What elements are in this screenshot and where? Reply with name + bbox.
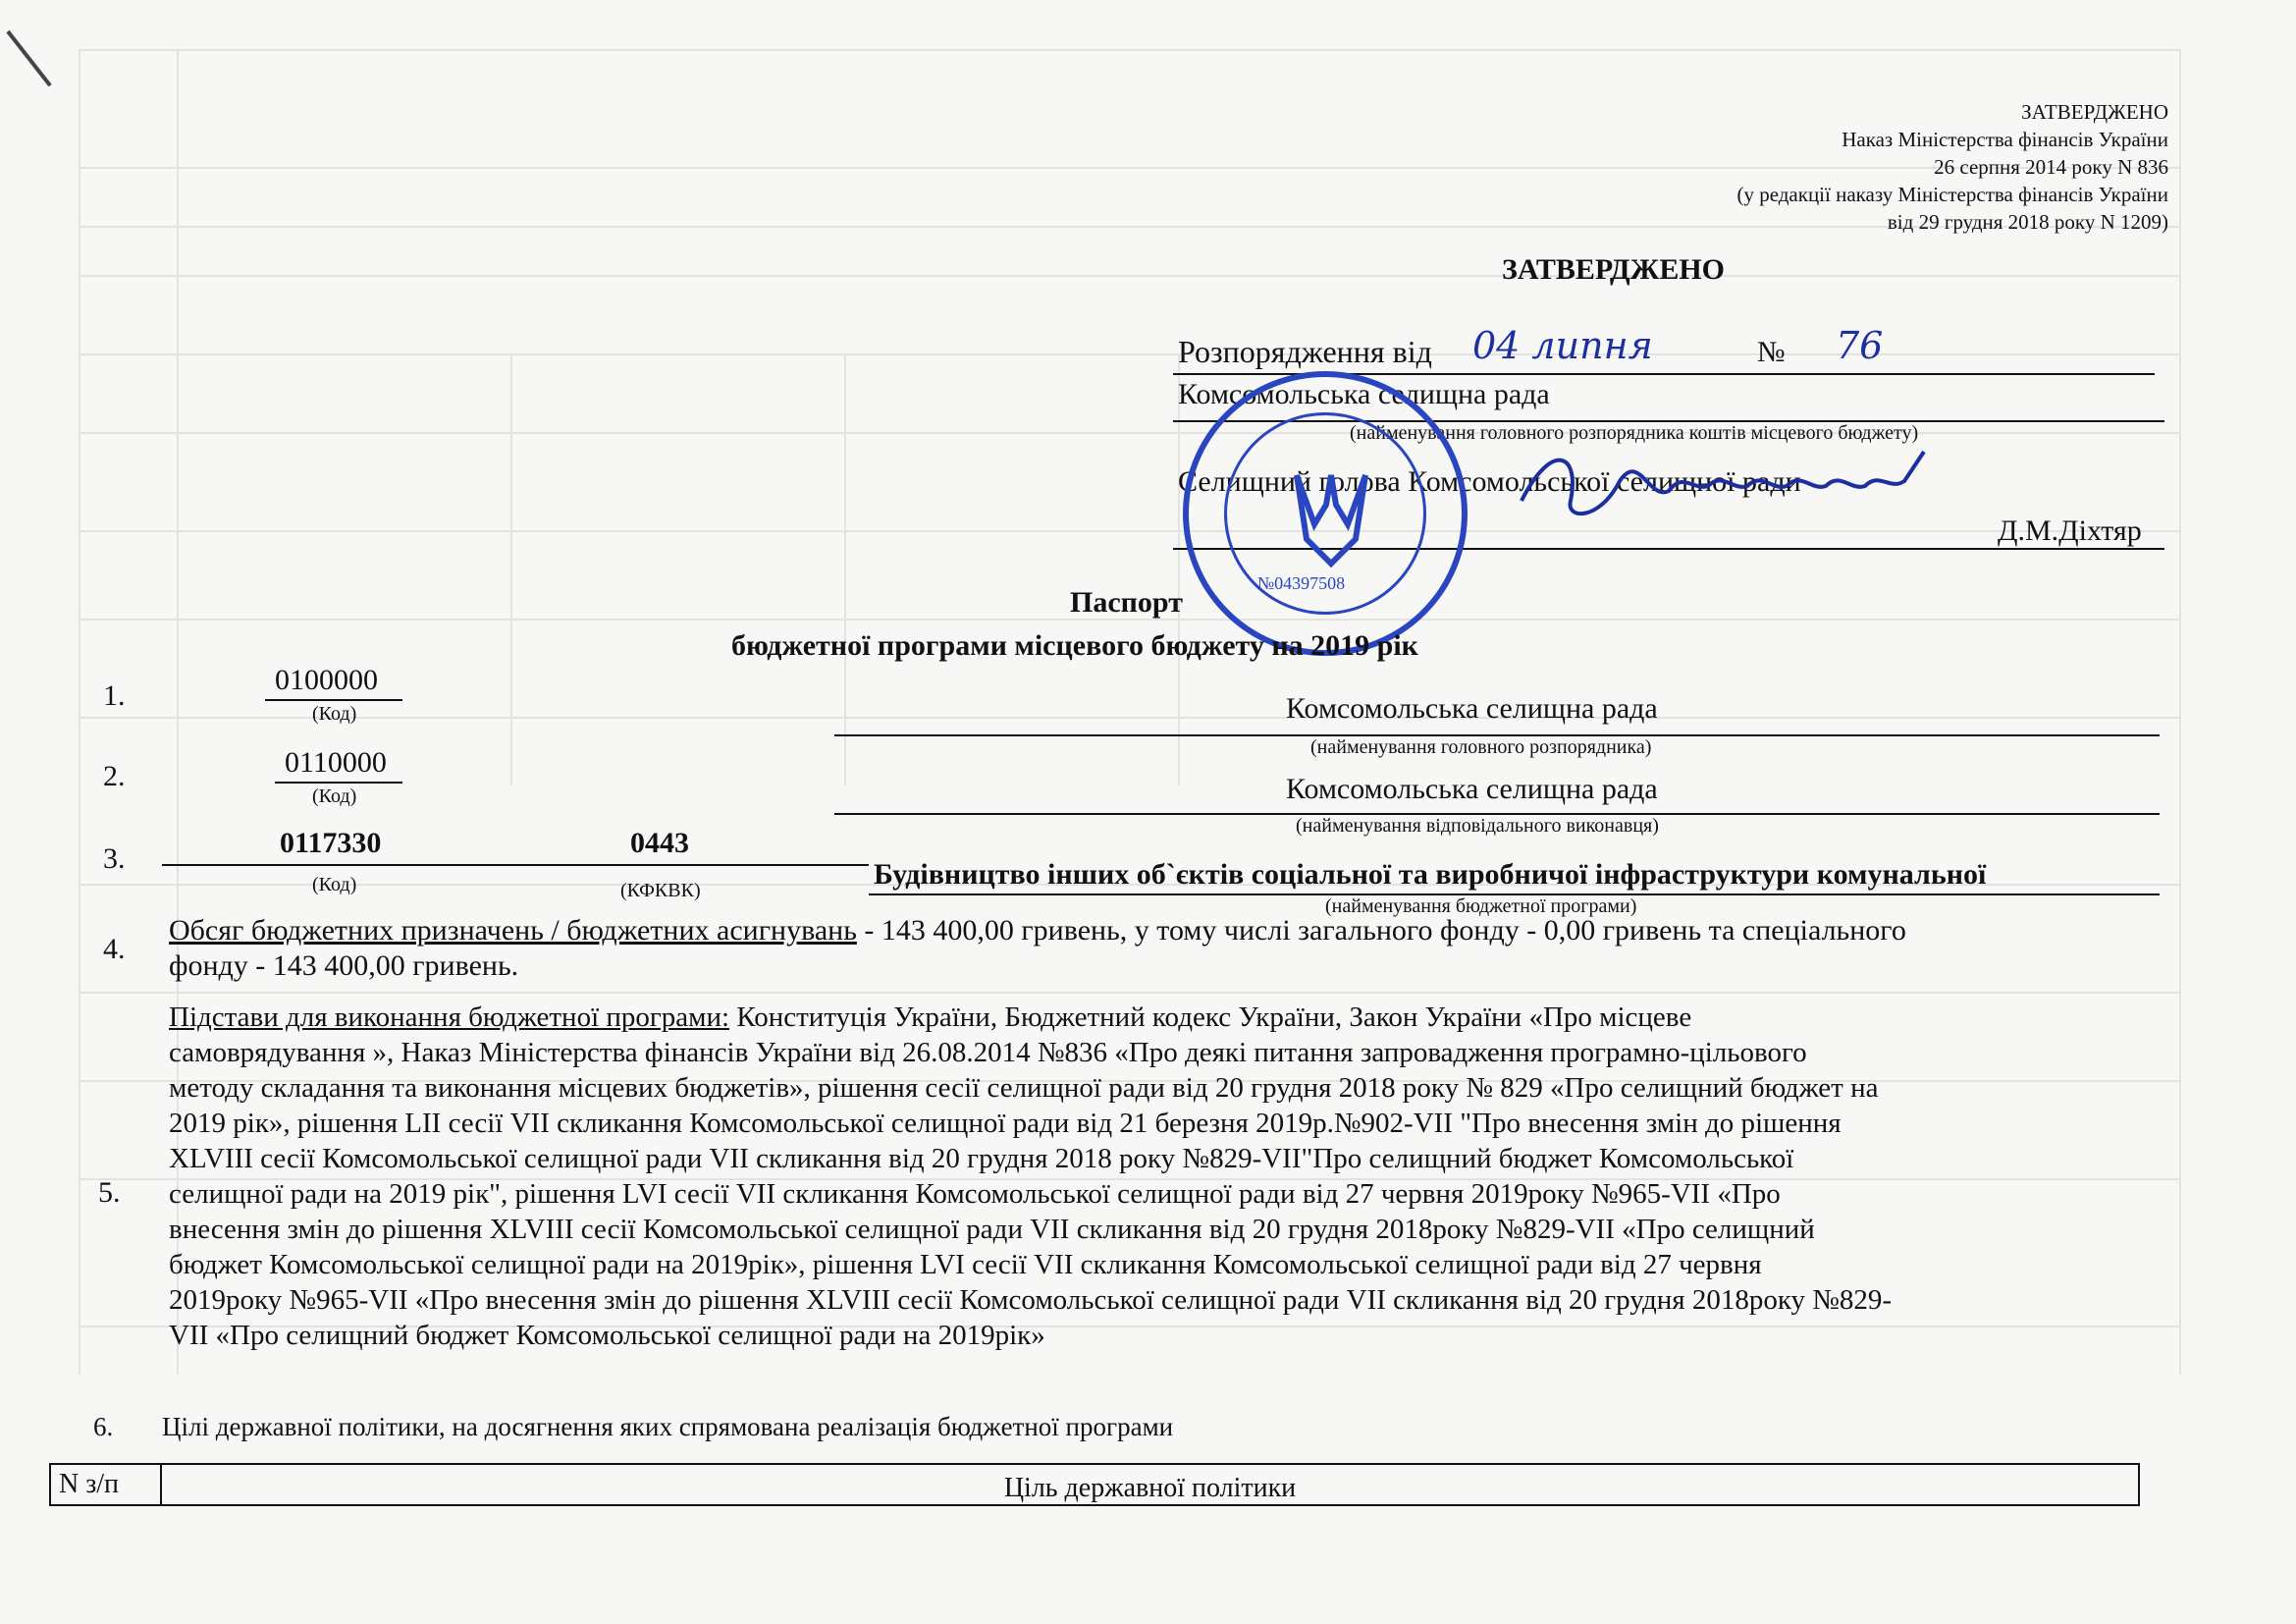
item-3-kfkvk-caption: (КФКВК) [620,880,701,901]
item-1-code-caption: (Код) [312,703,357,725]
item-5-line: XLVIII сесії Комсомольської селищної ради VII скликання від 20 грудня 2018 року №829-VII"Про селищний бюджет Комсомольської [169,1143,1794,1174]
item-3-caption: (найменування бюджетної програми) [1325,895,1637,917]
item-5-paragraph [169,1000,2211,1353]
handwritten-order-number: 76 [1836,324,1884,367]
order-reference-line3: (у редакції наказу Міністерства фінансів України [1736,183,2168,206]
item-3-code: 0117330 [280,827,382,859]
item-3-number: 3. [103,842,126,875]
item-5-text-0: Конституція України, Бюджетний кодекс України, Закон України «Про місцеве [729,1001,1692,1033]
signature-image [1512,442,1934,530]
goals-col-number-header: N з/п [50,1464,161,1505]
item-2-code-caption: (Код) [312,785,357,807]
stamp-code: №04397508 [1257,573,1346,593]
goals-col-goal-header: Ціль державної політики [161,1464,2139,1505]
item-6-number: 6. [93,1412,114,1441]
item-2-caption: (найменування відповідального виконавця) [1296,815,1659,837]
trident-emblem-icon [1287,470,1375,588]
item-3-kfkvk: 0443 [630,827,689,859]
item-1-name: Комсомольська селищна рада [1286,692,1658,725]
order-reference-line1: Наказ Міністерства фінансів України [1842,128,2168,151]
policy-goals-table [49,1463,2140,1506]
order-reference-line4: від 29 грудня 2018 року N 1209) [1887,210,2168,234]
item-2-name: Комсомольська селищна рада [1286,773,1658,805]
item-1-number: 1. [103,679,126,712]
item-5-number: 5. [98,1176,121,1209]
order-number-label: № [1757,336,1786,368]
item-5-line: самоврядування », Наказ Міністерства фінансів України від 26.08.2014 №836 «Про деякі питання запровадження програмно-цільового [169,1037,1807,1068]
item-5-label: Підстави для виконання бюджетної програми: [169,1001,730,1033]
order-label: Розпорядження від [1178,334,1432,369]
item-2-number: 2. [103,760,126,792]
table-header-row [50,1464,2139,1505]
passport-title: Паспорт [1070,586,1183,619]
item-4-label: Обсяг бюджетних призначень / бюджетних асигнувань [169,914,857,947]
official-stamp [1183,371,1468,656]
approved-heading: ЗАТВЕРДЖЕНО [1502,253,1725,286]
item-4-paragraph [169,913,2191,984]
signer-title: Селищний голова Комсомольської селищної ради [1178,465,1801,498]
order-reference-block [1736,98,2168,236]
item-4-text-1: - 143 400,00 гривень, у тому числі загального фонду - 0,00 гривень та спеціального [856,914,1906,947]
item-5-line: методу складання та виконання місцевих бюджетів», рішення сесії селищної ради від 20 грудня 2018 року № 829 «Про селищний бюджет на [169,1072,1879,1104]
item-5-line: селищної ради на 2019 рік", рішення LVI сесії VII скликання Комсомольської селищної ради від 27 червня 2019року №965-VII «Про [169,1178,1781,1210]
item-5-line: внесення змін до рішення XLVIII сесії Комсомольської селищної ради VII скликання від 20 грудня 2018року №829-VII «Про селищний [169,1214,1815,1245]
signer-name: Д.М.Діхтяр [1998,514,2142,547]
item-1-caption: (найменування головного розпорядника) [1310,736,1652,758]
order-reference-title: ЗАТВЕРДЖЕНО [2021,100,2168,124]
passport-subtitle: бюджетної програми місцевого бюджету на 2019 рік [731,629,1418,662]
order-reference-line2: 26 серпня 2014 року N 836 [1934,155,2168,179]
item-6-text: Цілі державної політики, на досягнення яких спрямована реалізація бюджетної програми [162,1412,1174,1441]
item-1-code: 0100000 [275,664,378,696]
item-4-text-2: фонду - 143 400,00 гривень. [169,949,519,982]
approving-authority-caption: (найменування головного розпорядника коштів місцевого бюджету) [1350,422,1919,444]
approving-authority: Комсомольська селищна рада [1178,378,1550,410]
handwritten-order-date: 04 липня [1472,324,1653,367]
item-5-line: 2019 рік», рішення LII сесії VII скликання Комсомольської селищної ради від 21 березня 2019р.№902-VII "Про внесення змін до рішення [169,1108,1842,1139]
item-4-number: 4. [103,933,126,965]
item-5-line: VII «Про селищний бюджет Комсомольської селищної ради на 2019рік» [169,1320,1045,1351]
item-3-code-caption: (Код) [312,874,357,895]
item-5-line: 2019року №965-VII «Про внесення змін до рішення XLVIII сесії Комсомольської селищної ради VII скликання від 20 грудня 2018року №829- [169,1284,1893,1316]
item-5-line: бюджет Комсомольської селищної ради на 2019рік», рішення LVI сесії VII скликання Комсомольської селищної ради від 27 червня [169,1249,1762,1280]
corner-mark [6,30,51,87]
item-2-code: 0110000 [285,746,387,779]
item-3-program-name: Будівництво інших об`єктів соціальної та виробничої інфраструктури комунальної [874,858,1987,891]
